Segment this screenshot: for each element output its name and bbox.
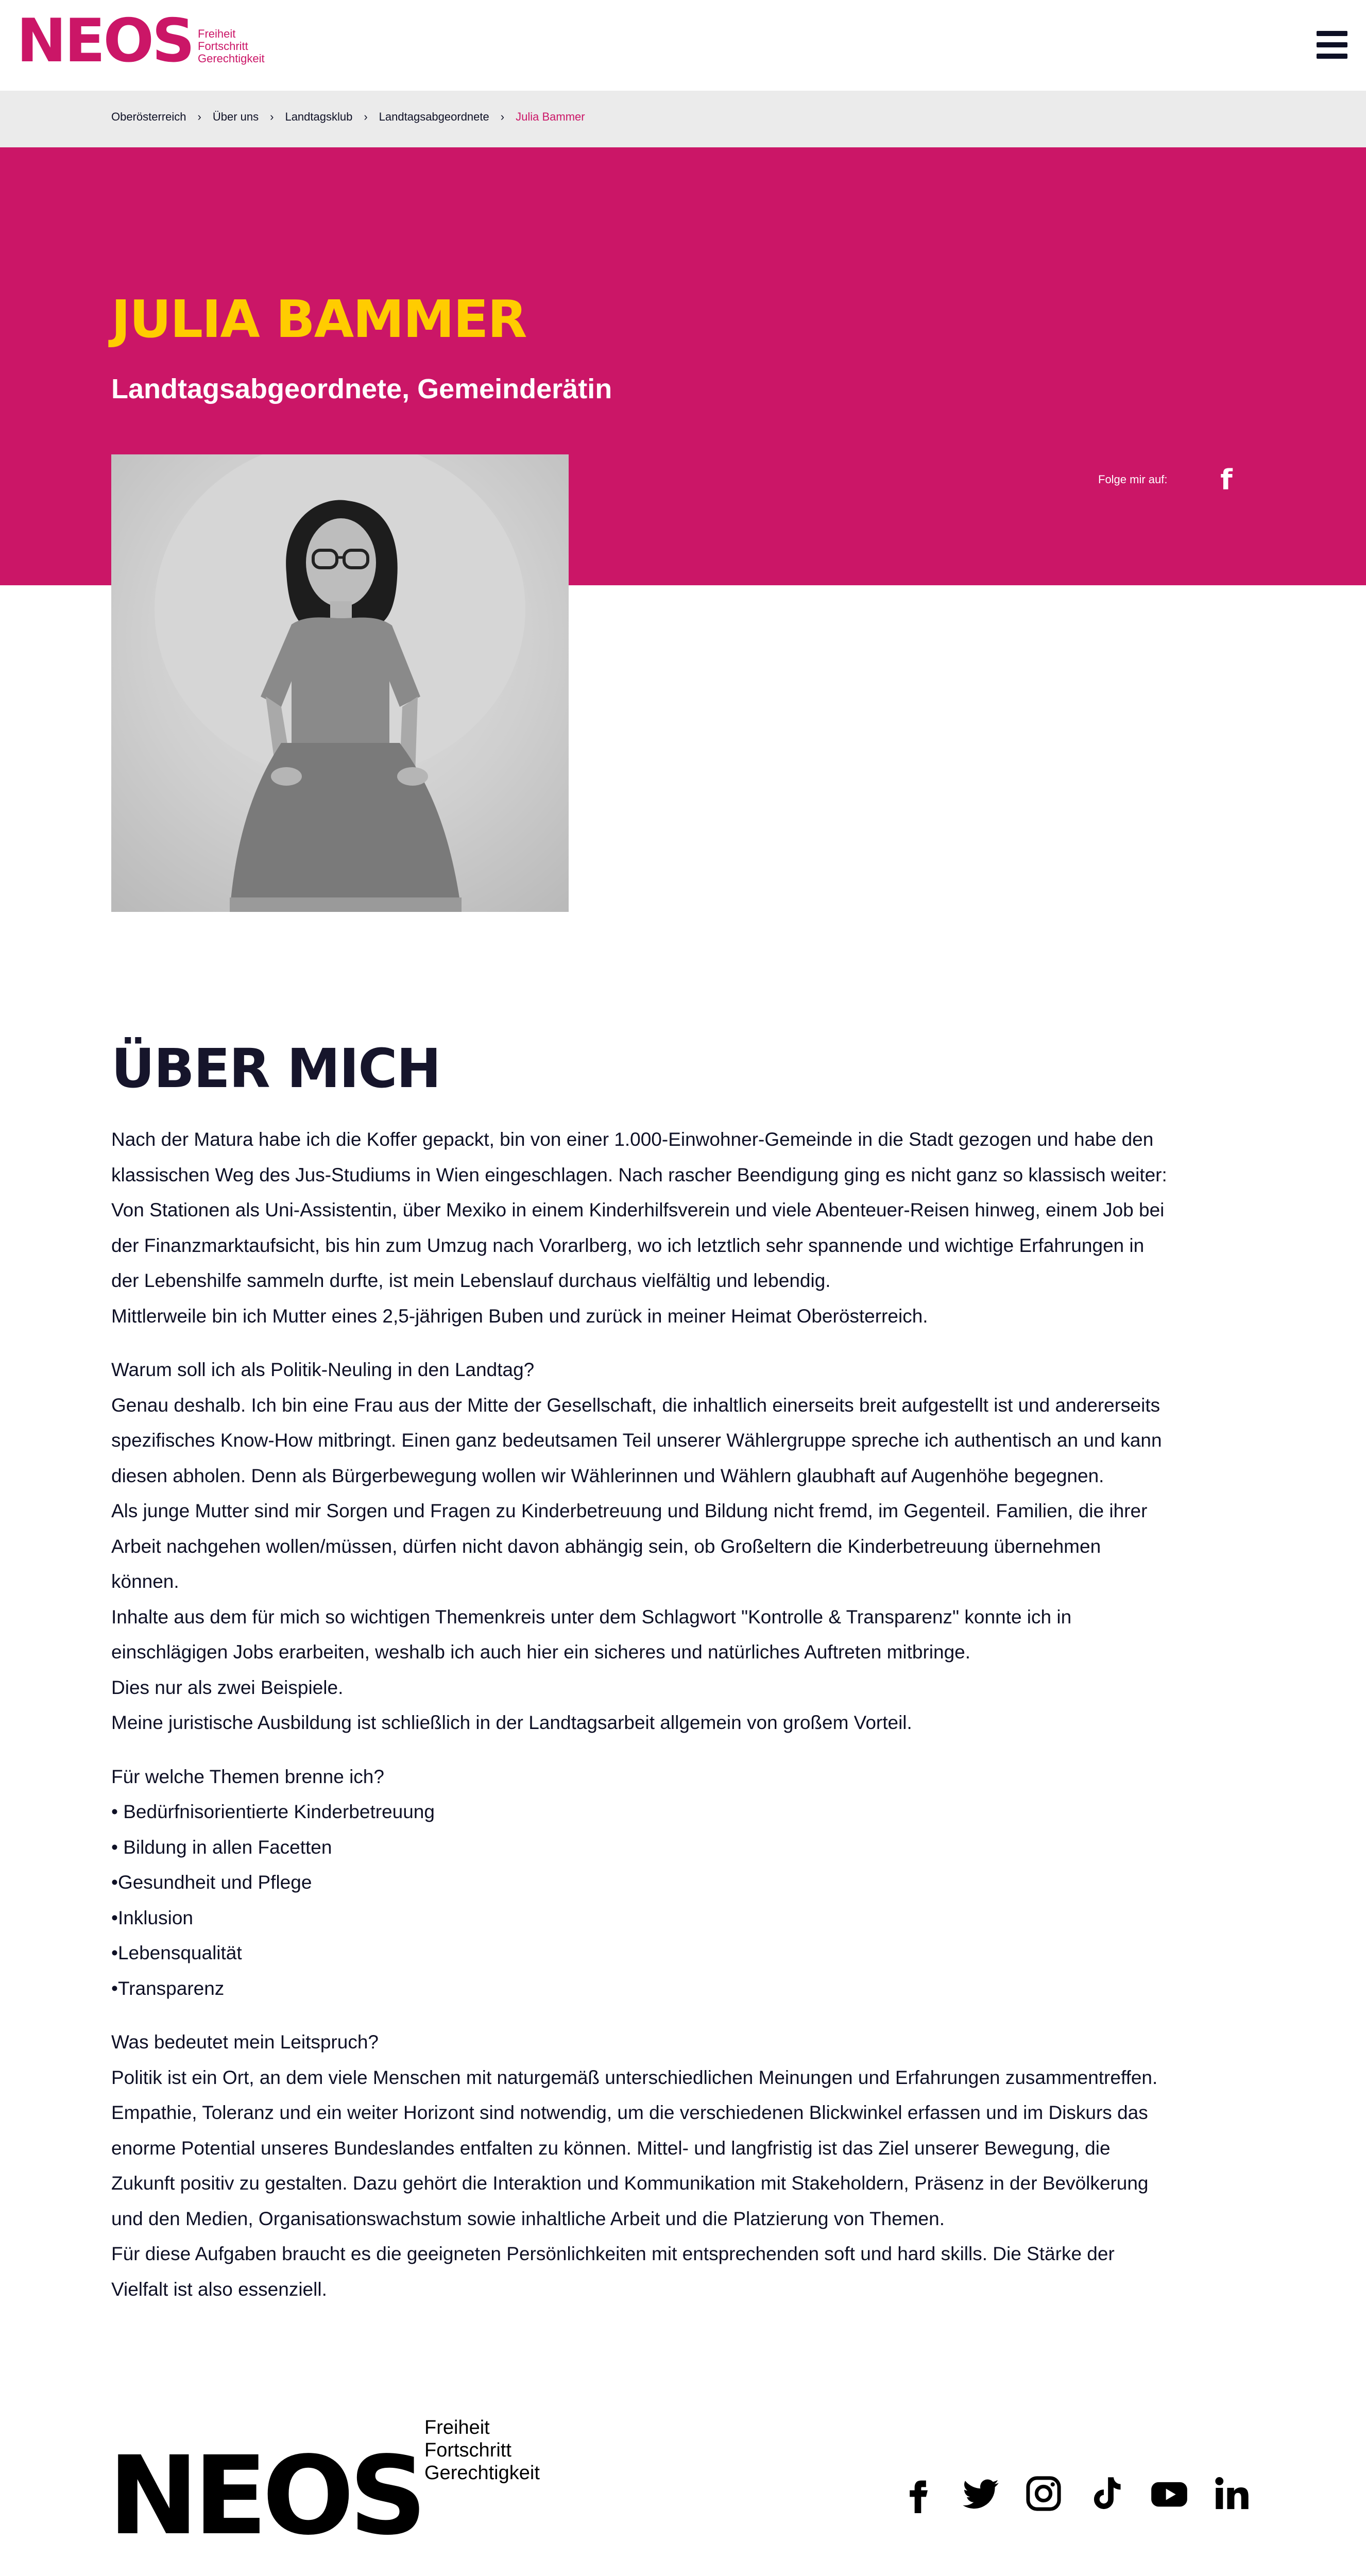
logo-tagline	[198, 28, 265, 65]
follow-label: Folge mir auf:	[1098, 473, 1168, 486]
breadcrumb-item[interactable]: Oberösterreich	[111, 110, 186, 123]
linkedin-icon[interactable]	[1213, 2474, 1252, 2513]
profile-role: Landtagsabgeordnete, Gemeinderätin	[111, 374, 612, 404]
about-paragraph	[111, 1122, 1255, 1334]
text-line: können.	[111, 1571, 179, 1592]
site-header	[0, 0, 1366, 91]
text-line: diesen abholen. Denn als Bürgerbewegung wollen wir Wählerinnen und Wählern glaubhaft auf Augenhöhe begegnen.	[111, 1465, 1104, 1486]
text-line: Dies nur als zwei Beispiele.	[111, 1676, 344, 1698]
twitter-icon[interactable]	[961, 2474, 1000, 2513]
profile-name: JULIA BAMMER	[111, 289, 526, 349]
tiktok-icon[interactable]	[1087, 2474, 1126, 2513]
text-line: und den Medien, Organisationswachstum sowie inhaltliche Arbeit und die Platzierung von Themen.	[111, 2208, 945, 2229]
text-line: •Gesundheit und Pflege	[111, 1872, 312, 1893]
chevron-right-icon: ›	[197, 110, 201, 123]
text-line: Vielfalt ist also essenziell.	[111, 2278, 327, 2300]
breadcrumb-bar	[0, 91, 1366, 147]
hamburger-icon[interactable]	[1317, 31, 1347, 59]
tagline-line: Fortschritt	[424, 2439, 511, 2461]
tagline-line: Freiheit	[424, 2417, 490, 2438]
text-line: Nach der Matura habe ich die Koffer gepackt, bin von einer 1.000-Einwohner-Gemeinde in die Stadt gezogen und habe den	[111, 1129, 1154, 1150]
breadcrumb	[111, 110, 585, 124]
text-line: Zukunft positiv zu gestalten. Dazu gehört die Interaktion und Kommunikation mit Stakeholdern, Präsenz in der Bevölkerung	[111, 2173, 1149, 2194]
text-line: • Bedürfnisorientierte Kinderbetreuung	[111, 1801, 435, 1822]
facebook-icon[interactable]: f	[1220, 464, 1233, 496]
text-line: einschlägigen Jobs erarbeiten, weshalb ich auch hier ein sicheres und natürliches Auftreten mitbringe.	[111, 1641, 971, 1663]
text-line: Inhalte aus dem für mich so wichtigen Themenkreis unter dem Schlagwort "Kontrolle & Transparenz" konnte ich in	[111, 1606, 1072, 1628]
text-line: enorme Potential unseres Bundeslandes entfalten zu können. Mittel- und langfristig ist das Ziel unserer Bewegung, die	[111, 2137, 1111, 2159]
breadcrumb-item[interactable]: Landtagsabgeordnete	[379, 110, 489, 123]
text-line: •Transparenz	[111, 1977, 225, 1999]
text-line: Als junge Mutter sind mir Sorgen und Fragen zu Kinderbetreuung und Bildung nicht fremd, im Gegenteil. Familien, die ihrer	[111, 1500, 1148, 1521]
tagline-line: Gerechtigkeit	[198, 52, 265, 65]
breadcrumb-item[interactable]: Über uns	[212, 110, 259, 123]
text-line: Empathie, Toleranz und ein weiter Horizont sind notwendig, um die verschiedenen Blickwinkel erfassen und im Diskurs das	[111, 2102, 1148, 2123]
text-line: • Bildung in allen Facetten	[111, 1836, 332, 1858]
instagram-icon[interactable]	[1024, 2474, 1063, 2513]
about-text	[111, 1122, 1255, 2307]
chevron-right-icon: ›	[500, 110, 505, 123]
facebook-icon[interactable]	[898, 2474, 937, 2513]
text-line: Warum soll ich als Politik-Neuling in den Landtag?	[111, 1359, 535, 1380]
about-paragraph	[111, 1352, 1255, 1741]
about-paragraph	[111, 2025, 1255, 2307]
text-line: Für welche Themen brenne ich?	[111, 1766, 384, 1787]
text-line: der Lebenshilfe sammeln durfte, ist mein Lebenslauf durchaus vielfältig und lebendig.	[111, 1270, 831, 1291]
text-line: Was bedeutet mein Leitspruch?	[111, 2031, 379, 2053]
text-line: •Inklusion	[111, 1907, 193, 1928]
tagline-line: Freiheit	[198, 27, 236, 40]
footer-neos-logo[interactable]: NEOS	[108, 2433, 422, 2559]
about-title: ÜBER MICH	[111, 1037, 440, 1100]
breadcrumb-current: Julia Bammer	[516, 110, 585, 123]
profile-portrait	[111, 454, 569, 912]
about-paragraph	[111, 1759, 1255, 2007]
text-line: Meine juristische Ausbildung ist schließlich in der Landtagsarbeit allgemein von großem Vorteil.	[111, 1712, 912, 1733]
text-line: klassischen Weg des Jus-Studiums in Wien eingeschlagen. Nach rascher Beendigung ging es nicht ganz so klassisch weiter:	[111, 1164, 1167, 1185]
text-line: spezifisches Know-How mitbringt. Einen ganz bedeutsamen Teil unserer Wählergruppe spreche ich authentisch an und kann	[111, 1430, 1162, 1451]
text-line: Für diese Aufgaben braucht es die geeigneten Persönlichkeiten mit entsprechenden soft und hard skills. Die Stärke der	[111, 2243, 1115, 2264]
text-line: der Finanzmarktaufsicht, bis hin zum Umzug nach Vorarlberg, wo ich letztlich sehr spannende und wichtige Erfahrungen in	[111, 1234, 1145, 1256]
chevron-right-icon: ›	[364, 110, 368, 123]
portrait-illustration	[111, 454, 569, 912]
text-line: Mittlerweile bin ich Mutter eines 2,5-jährigen Buben und zurück in meiner Heimat Oberösterreich.	[111, 1305, 928, 1327]
chevron-right-icon: ›	[270, 110, 274, 123]
social-links	[898, 2474, 1252, 2513]
text-line: Arbeit nachgehen wollen/müssen, dürfen nicht davon abhängig sein, ob Großeltern die Kinderbetreuung übernehmen	[111, 1535, 1101, 1557]
text-line: Genau deshalb. Ich bin eine Frau aus der Mitte der Gesellschaft, die inhaltlich einerseits breit aufgestellt ist und andererseits	[111, 1394, 1160, 1416]
neos-logo[interactable]: NEOS	[16, 6, 193, 76]
text-line: Politik ist ein Ort, an dem viele Menschen mit naturgemäß unterschiedlichen Meinungen und Erfahrungen zusammentreffen.	[111, 2066, 1158, 2088]
youtube-icon[interactable]	[1150, 2474, 1189, 2513]
breadcrumb-item[interactable]: Landtagsklub	[285, 110, 353, 123]
text-line: Von Stationen als Uni-Assistentin, über Mexiko in einem Kinderhilfsverein und viele Abenteuer-Reisen hinweg, einem Job bei	[111, 1199, 1165, 1221]
text-line: •Lebensqualität	[111, 1942, 242, 1963]
tagline-line: Fortschritt	[198, 40, 248, 53]
footer-logo-tagline	[424, 2416, 540, 2484]
tagline-line: Gerechtigkeit	[424, 2462, 540, 2484]
